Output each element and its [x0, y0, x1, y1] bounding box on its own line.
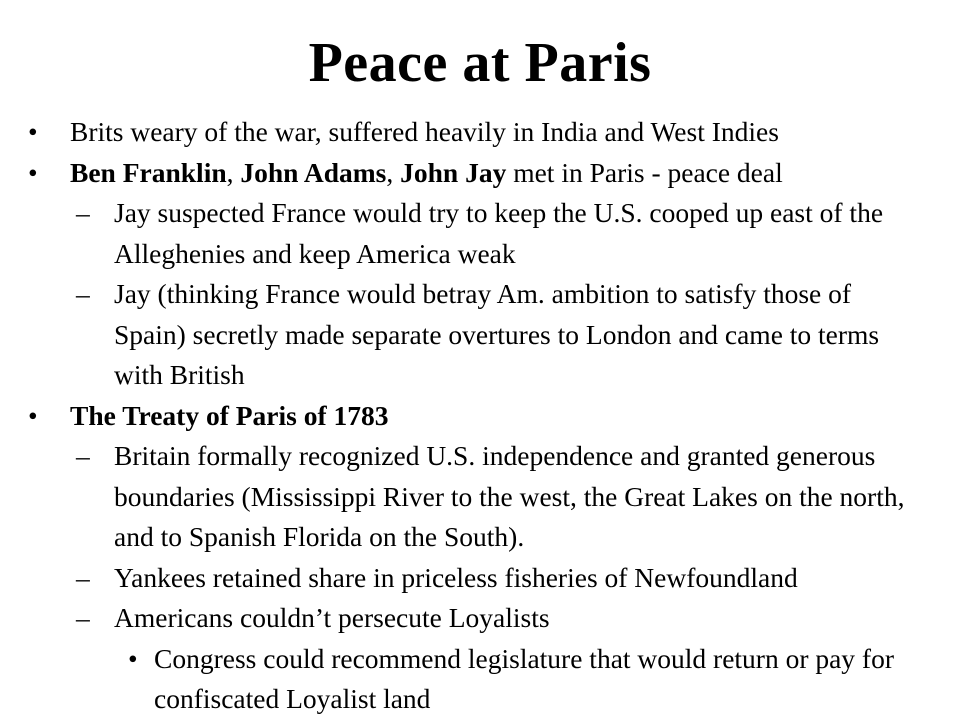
sub-sub-bullet-item — [0, 639, 924, 720]
bullet-marker: • — [128, 642, 138, 674]
sub-bullet-item — [0, 193, 914, 274]
sub-sub-bullet-text: Congress could recommend legislature that would return or pay for confiscated Loyalist land — [154, 642, 895, 714]
sub-bullet-text: Americans couldn’t persecute Loyalists — [114, 602, 550, 633]
sub-bullet-item — [0, 558, 914, 599]
bullet-item — [0, 396, 930, 437]
separator: , — [386, 156, 401, 188]
sub-bullet-text: Jay (thinking France would betray Am. ambition to satisfy those of Spain) secretly made separate overtures to London and came to terms with British — [114, 278, 880, 390]
slide-title: Peace at Paris — [308, 32, 652, 94]
dash-marker: – — [76, 602, 90, 633]
sub-bullet-text: Britain formally recognized U.S. independence and granted generous boundaries (Mississippi River to the west, the Great Lakes on the north, and to Spanish Florida on the South). — [114, 440, 905, 552]
bullet-text: Brits weary of the war, suffered heavily in India and West Indies — [70, 116, 779, 147]
bullet-marker: • — [28, 399, 38, 431]
dash-marker: – — [76, 561, 90, 593]
bullet-item — [0, 112, 930, 153]
bullet-marker: • — [28, 116, 38, 147]
sub-bullet-text: Jay suspected France would try to keep the U.S. cooped up east of the Alleghenies and keep America weak — [114, 197, 884, 269]
person-name: John Jay — [400, 156, 507, 188]
sub-bullet-item — [0, 274, 914, 396]
dash-marker: – — [76, 278, 90, 309]
dash-marker: – — [76, 440, 90, 471]
bullet-text: The Treaty of Paris of 1783 — [70, 399, 389, 431]
sub-bullet-text: Yankees retained share in priceless fisheries of Newfoundland — [114, 561, 798, 593]
bullet-text: met in Paris - peace deal — [506, 156, 783, 188]
person-name: John Adams — [240, 156, 387, 188]
separator: , — [226, 156, 241, 188]
bullet-marker: • — [28, 156, 38, 188]
slide-body — [0, 112, 960, 720]
sub-bullet-item — [0, 436, 914, 558]
person-name: Ben Franklin — [70, 156, 227, 188]
bullet-item — [0, 153, 930, 194]
sub-bullet-item — [0, 598, 914, 639]
dash-marker: – — [76, 197, 90, 228]
